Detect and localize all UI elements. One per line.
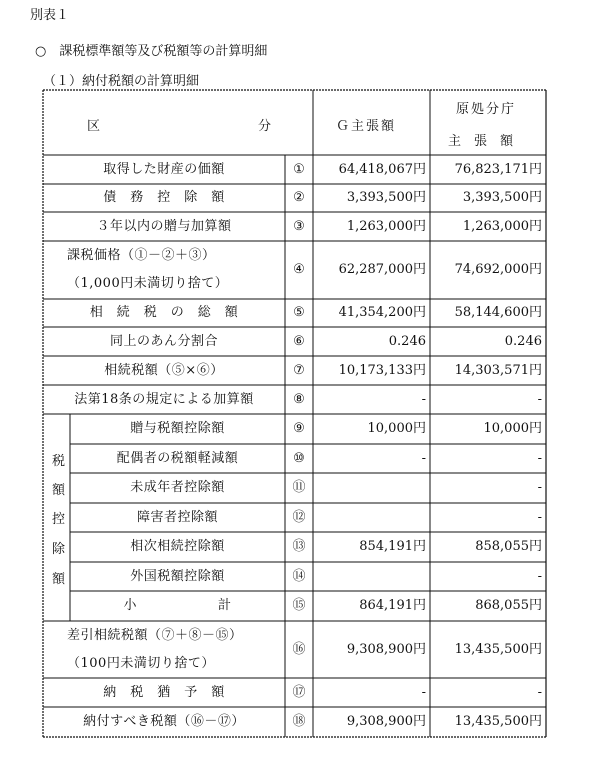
appendix-label: 別表１ <box>30 8 70 23</box>
row-label: 相 続 税 の 総 額 <box>89 305 239 320</box>
row-number: ⑦ <box>293 362 305 378</box>
header-category-right: 分 <box>258 119 272 134</box>
section-title: ○ 課税標準額等及び税額等の計算明細 <box>35 44 268 59</box>
office-claim-value: 14,303,571円 <box>454 362 542 378</box>
row-label-note: （1,000円未満切り捨て） <box>67 276 229 291</box>
row-number: ⑨ <box>293 421 305 436</box>
g-claim-value: - <box>421 391 426 407</box>
office-claim-value: 0.246 <box>504 333 542 349</box>
office-claim-value: - <box>537 684 542 700</box>
header-g-claim: Ｇ主張額 <box>336 119 397 134</box>
row-label: 取得した財産の価額 <box>103 161 225 177</box>
g-claim-value: 0.246 <box>388 333 426 349</box>
row-number: ⑤ <box>293 305 305 320</box>
header-office-claim-line1: 原処分庁 <box>456 102 517 117</box>
office-claim-value: - <box>537 568 542 584</box>
g-claim-value: - <box>421 684 426 700</box>
office-claim-value: - <box>537 391 542 407</box>
row-number: ① <box>293 161 305 177</box>
row-number: ⑱ <box>292 714 306 729</box>
office-claim-value: 76,823,171円 <box>454 161 542 177</box>
office-claim-value: - <box>537 450 542 466</box>
g-claim-value: 9,308,900円 <box>346 714 426 729</box>
row-label: 課税価格（①－②＋③） <box>67 248 216 263</box>
row-label: 納付すべき税額（⑯－⑰） <box>83 714 245 729</box>
office-claim-value: 10,000円 <box>483 421 542 436</box>
row-label: 同上のあん分割合 <box>109 333 218 349</box>
g-claim-value: 10,000円 <box>367 421 426 436</box>
subsection-title: （１）納付税額の計算明細 <box>43 74 200 89</box>
row-label: 債 務 控 除 額 <box>103 190 225 205</box>
row-number: ③ <box>293 218 305 234</box>
row-label: 法第18条の規定による加算額 <box>74 391 254 407</box>
office-claim-value: 13,435,500円 <box>454 641 542 657</box>
g-claim-value: 854,191円 <box>359 539 426 554</box>
row-number: ⑰ <box>292 684 306 700</box>
office-claim-value: 858,055円 <box>475 539 542 554</box>
group-label-char: 額 <box>52 572 66 587</box>
g-claim-value: 864,191円 <box>359 598 426 613</box>
row-number: ⑩ <box>293 450 305 466</box>
row-number: ⑪ <box>292 480 306 495</box>
office-claim-value: 13,435,500円 <box>454 714 542 729</box>
group-label-char: 税 <box>52 454 66 469</box>
g-claim-value: - <box>421 450 426 466</box>
row-number: ② <box>293 190 305 205</box>
row-label: 相続税額（⑤×⑥） <box>104 362 224 378</box>
g-claim-value: 9,308,900円 <box>346 641 426 657</box>
row-number: ⑭ <box>292 568 306 584</box>
g-claim-value: 64,418,067円 <box>338 161 426 177</box>
office-claim-value: 3,393,500円 <box>462 190 542 205</box>
office-claim-value: 868,055円 <box>475 598 542 613</box>
g-claim-value: 1,263,000円 <box>346 218 426 234</box>
row-label: 障害者控除額 <box>136 509 218 525</box>
row-number: ⑬ <box>292 539 306 554</box>
row-label: 外国税額控除額 <box>130 568 225 584</box>
office-claim-value: 58,144,600円 <box>454 305 542 320</box>
office-claim-value: - <box>537 509 542 525</box>
g-claim-value: 62,287,000円 <box>338 262 426 277</box>
row-label: 贈与税額控除額 <box>130 421 225 436</box>
row-number: ⑯ <box>292 641 306 657</box>
group-label-char: 除 <box>52 542 66 557</box>
row-number: ⑫ <box>292 509 306 525</box>
row-label: 差引相続税額（⑦＋⑧－⑮） <box>67 627 243 643</box>
header-office-claim-line2: 主 張 額 <box>448 134 514 149</box>
row-label-note: （100円未満切り捨て） <box>67 655 215 671</box>
office-claim-value: - <box>537 480 542 495</box>
header-category-left: 区 <box>87 119 101 134</box>
row-label: 納 税 猶 予 額 <box>103 684 225 700</box>
row-label: 配偶者の税額軽減額 <box>116 450 239 466</box>
g-claim-value: 10,173,133円 <box>338 362 426 378</box>
group-label-char: 控 <box>52 512 66 527</box>
row-number: ⑥ <box>293 333 305 349</box>
office-claim-value: 1,263,000円 <box>462 218 542 234</box>
row-label: 小 計 <box>123 598 232 613</box>
g-claim-value: 41,354,200円 <box>338 305 426 320</box>
g-claim-value: 3,393,500円 <box>346 190 426 205</box>
row-number: ⑮ <box>292 598 306 613</box>
row-label: ３年以内の贈与加算額 <box>96 218 232 234</box>
row-number: ④ <box>293 262 305 277</box>
group-label-char: 額 <box>52 483 66 498</box>
row-label: 未成年者控除額 <box>130 480 225 495</box>
row-number: ⑧ <box>293 391 305 407</box>
row-label: 相次相続控除額 <box>130 539 225 554</box>
office-claim-value: 74,692,000円 <box>454 262 542 277</box>
